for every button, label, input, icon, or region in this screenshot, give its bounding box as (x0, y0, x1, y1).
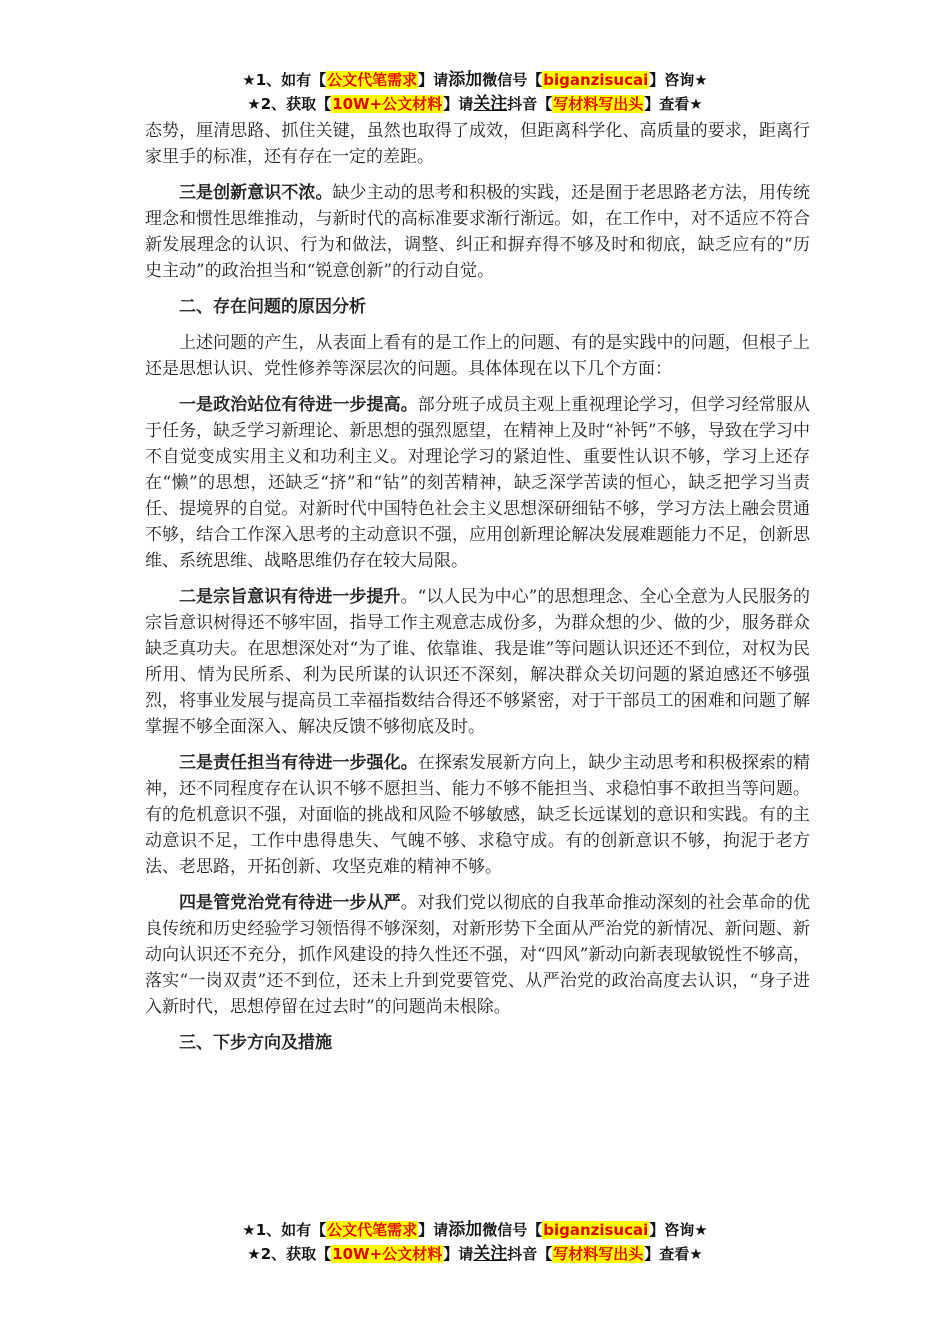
paragraph: 三是创新意识不浓。缺少主动的思考和积极的实践，还是囿于老思路老方法，用传统理念和惯性思维推动，与新时代的高标准要求渐行渐远。如，在工作中，对不适应不符合新发展理念的认识、行为和做法，调整、纠正和摒弃得不够及时和彻底，缺乏应有的“历史主动”的政治担当和“锐意创新”的行动自觉。 (145, 183, 810, 281)
highlight-materials: 10W+公文材料 (332, 1245, 443, 1263)
paragraph: 二是宗旨意识有待进一步提升。“以人民为中心”的思想理念、全心全意为人民服务的宗旨意识树得还不够牢固，指导工作主观意志成份多，为群众想的少、做的少，服务群众缺乏真功夫。在思想深处对“为了谁、依靠谁、我是谁”等问题认识还还不到位，对权为民所用、情为民所系、利为民所谋的认识还不深刻，解决群众关切问题的紧迫感还不够强烈，将事业发展与提高员工幸福指数结合得还不够紧密，对于干部员工的困难和问题了解掌握不够全面深入、解决反馈不够彻底及时。 (145, 587, 811, 737)
paragraph: 四是管党治党有待进一步从严。对我们党以彻底的自我革命推动深刻的社会革命的优良传统和历史经验学习领悟得不够深刻，对新形势下全面从严治党的新情况、新问题、新动向认识还不充分，抓作风建设的持久性还不强，对“四风”新动向新表现敏锐性不够高，落实“一岗双责”还不到位，还未上升到党要管党、从严治党的政治高度去认识，“身子进入新时代，思想停留在过去时”的问题尚未根除。 (145, 893, 811, 1017)
paragraph-lead: 二是宗旨意识有待进一步提升 (179, 587, 401, 607)
highlight-ghostwriting: 公文代笔需求 (327, 1221, 418, 1239)
promo-line-1: ★1、如有【公文代笔需求】请添加微信号【biganzisucai】咨询★ (242, 1220, 708, 1240)
promo-line-2: ★2、获取【10W+公文材料】请关注抖音【写材料写出头】查看★ (247, 1244, 703, 1264)
promo-banner-top (0, 68, 950, 116)
paragraph-lead: 三是创新意识不浓。 (179, 183, 333, 203)
star-icon: ★ (242, 1221, 256, 1239)
paragraph: 态势，厘清思路、抓住关键，虽然也取得了成效，但距离科学化、高质量的要求，距离行家里手的标准，还有存在一定的差距。 (145, 121, 810, 167)
paragraph-lead: 一是政治站位有待进一步提高。 (179, 395, 418, 415)
highlight-douyin-account: 写材料写出头 (553, 95, 644, 113)
paragraph-lead: 四是管党治党有待进一步从严 (179, 893, 401, 913)
section-heading: 二、存在问题的原因分析 (179, 297, 366, 317)
paragraph: 上述问题的产生，从表面上看有的是工作上的问题、有的是实践中的问题，但根子上还是思想认识、党性修养等深层次的问题。具体体现在以下几个方面： (145, 333, 810, 379)
highlight-ghostwriting: 公文代笔需求 (327, 71, 418, 89)
paragraph: 一是政治站位有待进一步提高。部分班子成员主观上重视理论学习，但学习经常服从于任务，缺乏学习新理论、新思想的强烈愿望，在精神上及时“补钙”不够，导致在学习中不自觉变成实用主义和功利主义。对理论学习的紧迫性、重要性认识不够，学习上还存在“懒”的思想，还缺乏“挤”和“钻”的刻苦精神，缺乏深学苦读的恒心，缺乏把学习当责任、提境界的自觉。对新时代中国特色社会主义思想深研细钻不够，学习方法上融会贯通不够，结合工作深入思考的主动意识不强，应用创新理论解决发展难题能力不足，创新思维、系统思维、战略思维仍存在较大局限。 (145, 395, 811, 571)
paragraph-lead: 三是责任担当有待进一步强化。 (179, 753, 418, 773)
star-icon: ★ (242, 71, 256, 89)
paragraph: 三是责任担当有待进一步强化。在探索发展新方向上，缺少主动思考和积极探索的精神，还不同程度存在认识不够不愿担当、能力不够不能担当、求稳怕事不敢担当等问题。有的危机意识不强，对面临的挑战和风险不够敏感，缺乏长远谋划的意识和实践。有的主动意识不足，工作中患得患失、气魄不够、求稳守成。有的创新意识不够，拘泥于老方法、老思路，开拓创新、攻坚克难的精神不够。 (145, 753, 811, 877)
highlight-wechat-id: biganzisucai (543, 1221, 649, 1239)
section-heading: 三、下步方向及措施 (179, 1033, 332, 1053)
star-icon: ★ (247, 1245, 261, 1263)
star-icon: ★ (247, 95, 261, 113)
highlight-materials: 10W+公文材料 (332, 95, 443, 113)
highlight-douyin-account: 写材料写出头 (553, 1245, 644, 1263)
promo-line-1: ★1、如有【公文代笔需求】请添加微信号【biganzisucai】咨询★ (242, 70, 708, 90)
document-body (145, 118, 810, 1066)
promo-banner-bottom (0, 1218, 950, 1266)
promo-line-2: ★2、获取【10W+公文材料】请关注抖音【写材料写出头】查看★ (247, 94, 703, 114)
highlight-wechat-id: biganzisucai (543, 71, 649, 89)
